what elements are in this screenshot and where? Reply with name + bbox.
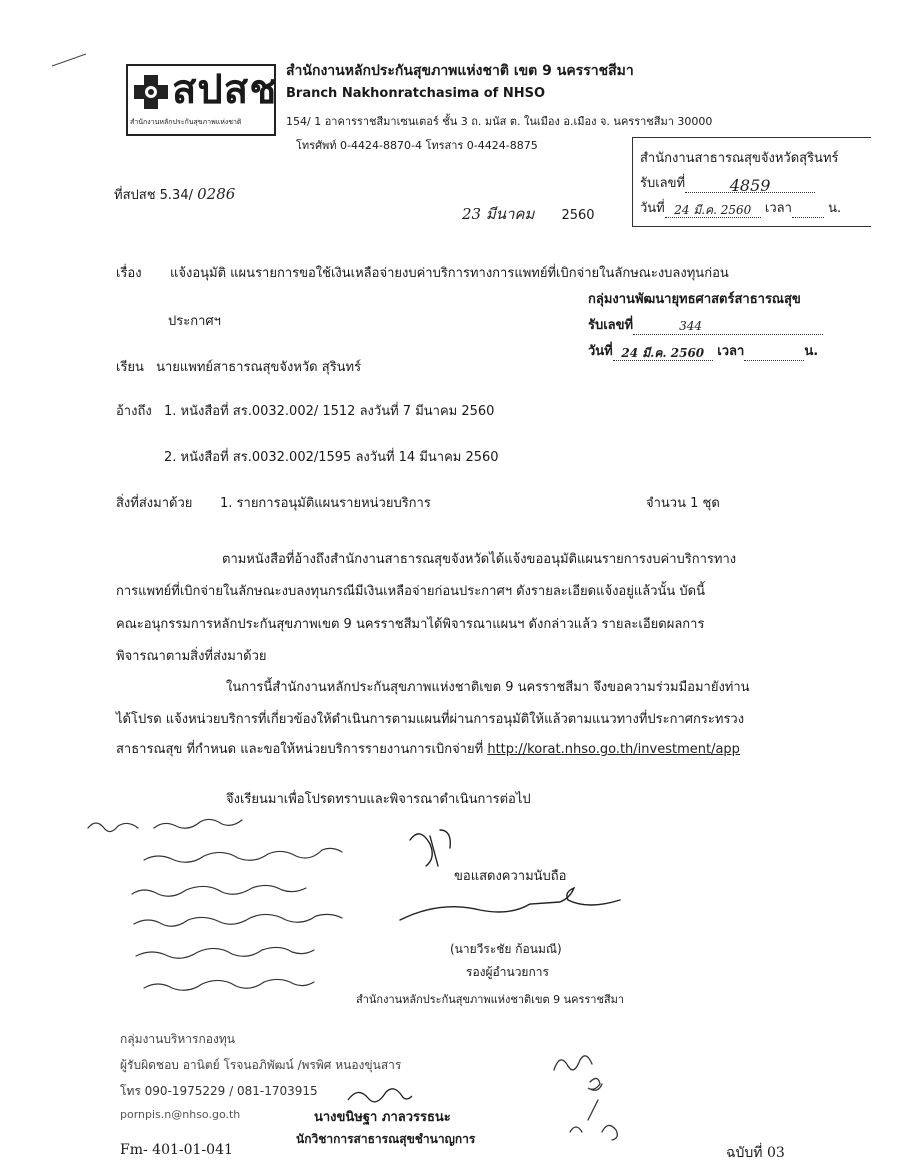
footer-department: กลุ่มงานบริหารกองทุน <box>120 1032 235 1046</box>
stamp1-time-label: เวลา <box>764 201 792 216</box>
regards-text: ขอแสดงความนับถือ <box>454 869 567 884</box>
stamp2-receive-number: 344 <box>679 319 703 333</box>
document-ref-row <box>114 184 235 205</box>
logo-subtitle: สำนักงานหลักประกันสุขภาพแห่งชาติ <box>130 118 242 126</box>
footer-phone: โทร 090-1975229 / 081-1703915 <box>120 1084 318 1098</box>
stamp1-date-value: 24 มี.ค. 2560 <box>674 203 752 217</box>
paragraph-2-line-2: ได้โปรด แจ้งหน่วยบริการที่เกี่ยวข้องให้ดำเนินการตามแผนที่ผ่านการอนุมัติให้แล้วตามแนวทางที่ประกาศกระทรวง <box>116 712 745 727</box>
form-number: Fm- 401-01-041 <box>120 1142 233 1158</box>
stamp2-title: กลุ่มงานพัฒนายุทธศาสตร์สาธารณสุข <box>588 292 801 307</box>
paragraph-2-line-1: ในการนี้สำนักงานหลักประกันสุขภาพแห่งชาติเขต 9 นครราชสีมา จึงขอความร่วมมือมายังท่าน <box>226 680 750 695</box>
stamp1-receive-row <box>640 172 815 193</box>
stamp2-receive-label: รับเลขที่ <box>588 318 634 333</box>
to-row <box>116 356 361 377</box>
staff-signature-icon <box>344 1082 414 1108</box>
closing-sentence: จึงเรียนมาเพื่อโปรดทราบและพิจารณาดำเนินการต่อไป <box>226 792 531 807</box>
enclosure-text: 1. รายการอนุมัติแผนรายหน่วยบริการ <box>220 496 431 511</box>
enclosure-label: สิ่งที่ส่งมาด้วย <box>116 496 193 511</box>
to-recipient: นายแพทย์สาธารณสุขจังหวัด สุรินทร์ <box>156 360 362 375</box>
document-date <box>462 202 595 226</box>
signatory-name: (นายวีระชัย ก้อนมณี) <box>450 942 562 956</box>
logo-text: สปสช <box>172 67 278 113</box>
org-contact: โทรศัพท์ 0-4424-8870-4 โทรสาร 0-4424-8875 <box>296 139 538 152</box>
pen-mark-icon <box>50 50 90 70</box>
paragraph-1-line-4: พิจารณาตามสิ่งที่ส่งมาด้วย <box>116 649 267 664</box>
document-ref-label: ที่สปสช 5.34/ <box>114 188 193 203</box>
signatory-organization: สำนักงานหลักประกันสุขภาพแห่งชาติเขต 9 นครราชสีมา <box>356 993 625 1006</box>
paragraph-2-line-3-text: สาธารณสุข ที่กำหนด และขอให้หน่วยบริการรายงานการเบิกจ่ายที่ <box>116 742 484 757</box>
stamp1-time-suffix: น. <box>828 201 842 216</box>
document-date-year: 2560 <box>561 208 595 223</box>
stamp2-date-value: 24 มี.ค. 2560 <box>621 346 705 360</box>
stamp1-receive-label: รับเลขที่ <box>640 176 686 191</box>
paragraph-1-line-2: การแพทย์ที่เบิกจ่ายในลักษณะงบลงทุนกรณีมีเงินเหลือจ่ายก่อนประกาศฯ ดังรายละเอียดแจ้งอยู่แล้วนั้น บัดนี้ <box>116 584 705 599</box>
stamp1-receive-number: 4859 <box>729 176 771 195</box>
stamp1-title: สำนักงานสาธารณสุขจังหวัดสุรินทร์ <box>640 151 839 166</box>
stamp2-date-row <box>588 340 818 361</box>
enclosure-quantity: จำนวน 1 ชุด <box>646 496 720 511</box>
stamp1-date-row <box>640 197 841 218</box>
paragraph-2-line-3 <box>116 738 740 759</box>
stamp2-time-label: เวลา <box>717 344 745 359</box>
org-address: 154/ 1 อาคารราชสีมาเซนเตอร์ ชั้น 3 ถ. มนัส ต. ในเมือง อ.เมือง จ. นครราชสีมา 30000 <box>286 115 713 128</box>
reference-2: 2. หนังสือที่ สร.0032.002/1595 ลงวันที่ 14 มีนาคม 2560 <box>164 450 499 465</box>
footer-email: pornpis.n@nhso.go.th <box>120 1108 241 1121</box>
investment-report-link[interactable]: http://korat.nhso.go.th/investment/app <box>487 742 740 757</box>
paragraph-1-line-1: ตามหนังสือที่อ้างถึงสำนักงานสาธารณสุขจังหวัดได้แจ้งขออนุมัติแผนรายการงบค่าบริการทาง <box>222 552 737 567</box>
footer-responsible: ผู้รับผิดชอบ อานิตย์ โรจนอภิพัฒน์ /พรพิศ หนองขุ่นสาร <box>120 1058 402 1072</box>
nhso-logo-icon <box>132 73 170 111</box>
stamp1-date-label: วันที่ <box>640 201 665 216</box>
reference-label: อ้างถึง <box>116 404 152 419</box>
staff-position: นักวิชาการสาธารณสุขชำนาญการ <box>296 1132 476 1146</box>
subject-line-1: แจ้งอนุมัติ แผนรายการขอใช้เงินเหลือจ่ายงบค่าบริการทางการแพทย์ที่เบิกจ่ายในลักษณะงบลงทุนก่อน <box>170 266 729 281</box>
stamp2-date-label: วันที่ <box>588 344 613 359</box>
document-ref-number: 0286 <box>197 185 236 203</box>
stamp2-time-suffix: น. <box>804 344 819 359</box>
subject-line-2: ประกาศฯ <box>168 314 221 329</box>
handwritten-initials-icon <box>540 1040 650 1150</box>
org-name-english: Branch Nakhonratchasima of NHSO <box>286 86 546 101</box>
signatory-position: รองผู้อำนวยการ <box>466 965 549 979</box>
staff-name: นางขนิษฐา ภาลวรรธนะ <box>314 1110 451 1125</box>
to-label: เรียน <box>116 360 144 375</box>
reference-1: 1. หนังสือที่ สร.0032.002/ 1512 ลงวันที่ 7 มีนาคม 2560 <box>164 404 495 419</box>
stamp2-receive-row <box>588 314 823 335</box>
document-date-handwritten: 23 มีนาคม <box>462 205 535 223</box>
org-name-thai: สำนักงานหลักประกันสุขภาพแห่งชาติ เขต 9 นครราชสีมา <box>286 63 634 79</box>
copy-number: ฉบับที่ 03 <box>726 1145 785 1161</box>
subject-label: เรื่อง <box>116 266 142 281</box>
paragraph-1-line-3: คณะอนุกรรมการหลักประกันสุขภาพเขต 9 นครราชสีมาได้พิจารณาแผนฯ ดังกล่าวแล้ว รายละเอียดผลการ <box>116 617 705 632</box>
